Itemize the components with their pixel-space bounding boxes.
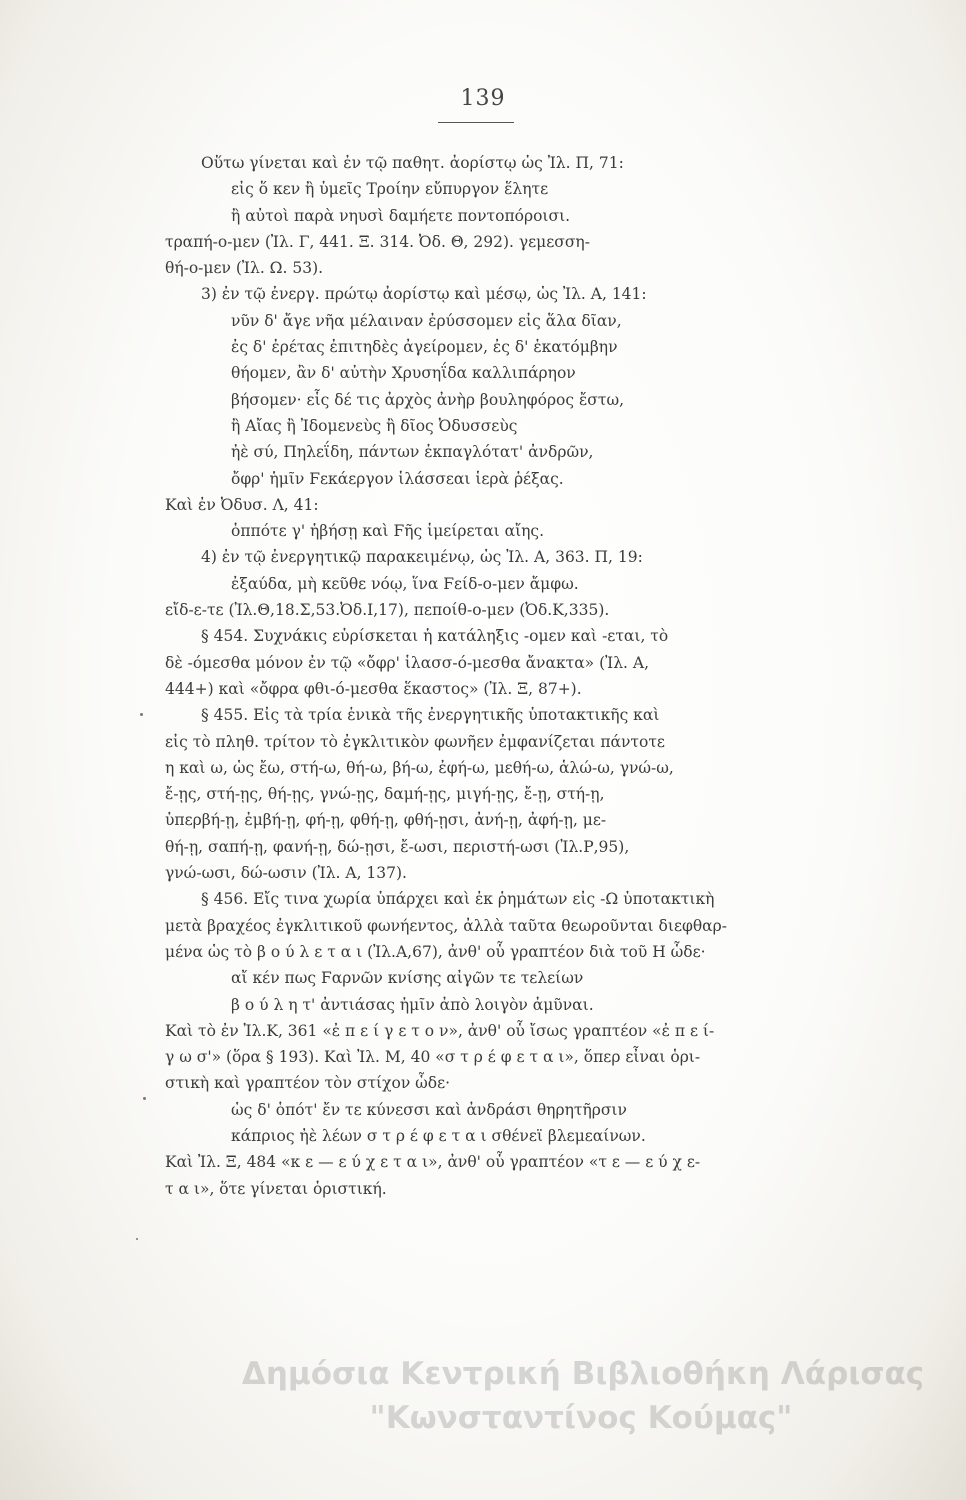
text-line: θή-ο-μεν (Ἰλ. Ω. 53).	[165, 259, 324, 278]
text-line: ἢ Αἴας ἢ Ἰδομενεὺς ἢ δῖος Ὀδυσσεὺς	[231, 416, 518, 435]
text-line: Οὕτω γίνεται καὶ ἐν τῷ παθητ. ἀορίστῳ ὡς Ἰλ. Π, 71:	[201, 154, 624, 172]
text-line: εἴδ-ε-τε (Ἰλ.Θ,18.Σ,53.Ὀδ.Ι,17), πεποίθ-ο-μεν (Ὀδ.Κ,335).	[165, 601, 610, 620]
text-line: ἐς δ' ἐρέτας ἐπιτηδὲς ἀγείρομεν, ἐς δ' ἑκατόμβην	[231, 338, 618, 357]
text-line: εἰς τὸ πληθ. τρίτον τὸ ἐγκλιτικὸν φωνῆεν ἐμφανίζεται πάντοτε	[165, 732, 665, 751]
text-line: 4) ἐν τῷ ἐνεργητικῷ παρακειμένῳ, ὡς Ἰλ. Α, 363. Π, 19:	[201, 548, 643, 567]
text-line: θήομεν, ἂν δ' αὐτὴν Χρυσηΐδα καλλιπάρηον	[231, 364, 576, 383]
text-line: γ ω σ'» (ὅρα § 193). Καὶ Ἰλ. Μ, 40 «σ τ ρ έ φ ε τ α ι», ὅπερ εἶναι ὁρι-	[165, 1048, 701, 1067]
text-line: μένα ὡς τὸ β ο ύ λ ε τ α ι (Ἰλ.Α,67), ἀνθ' οὗ γραπτέον διὰ τοῦ Η ὧδε·	[165, 942, 706, 961]
text-line: βήσομεν· εἷς δέ τις ἀρχὸς ἀνὴρ βουληφόρος ἔστω,	[231, 390, 625, 409]
text-line: ὑπερβή-ῃ, ἐμβή-ῃ, φή-ῃ, φθή-ῃ, φθή-ῃσι, ἀνή-ῃ, ἀφή-ῃ, με-	[165, 811, 607, 830]
text-line: η καὶ ω, ὡς ἔω, στή-ω, θή-ω, βή-ω, ἐφή-ω, μεθή-ω, ἁλώ-ω, γνώ-ω,	[165, 758, 674, 777]
text-line: ὡς δ' ὁπότ' ἔν τε κύνεσσι καὶ ἀνδράσι θηρητῆρσιν	[231, 1100, 627, 1119]
page-number: 139	[460, 86, 506, 111]
text-line: ἠὲ σύ, Πηλεΐδη, πάντων ἐκπαγλότατ' ἀνδρῶν,	[231, 443, 594, 462]
text-line: κάπριος ἠὲ λέων σ τ ρ έ φ ε τ α ι σθένεϊ βλεμεαίνων.	[231, 1126, 646, 1145]
text-line: § 455. Εἰς τὰ τρία ἑνικὰ τῆς ἐνεργητικῆς ὑποτακτικῆς καὶ	[201, 706, 660, 725]
text-line: νῦν δ' ἄγε νῆα μέλαιναν ἐρύσσομεν εἰς ἅλα δῖαν,	[231, 311, 622, 330]
text-line: ἔ-ῃς, στή-ῃς, θή-ῃς, γνώ-ῃς, δαμή-ῃς, μιγή-ῃς, ἔ-ῃ, στή-ῃ,	[165, 785, 605, 804]
library-watermark-line2: "Κωνσταντίνος Κούμας"	[369, 1400, 793, 1436]
text-line: ὁππότε γ' ἡβήσῃ καὶ Ϝῆς ἱμείρεται αἴης.	[231, 522, 545, 541]
text-line: ἐξαύδα, μὴ κεῦθε νόῳ, ἵνα Ϝείδ-ο-μεν ἄμφω.	[231, 574, 579, 593]
text-line: θή-ῃ, σαπή-ῃ, φανή-ῃ, δώ-ῃσι, ἔ-ωσι, περιστή-ωσι (Ἰλ.Ρ,95),	[165, 837, 630, 856]
text-line: στικὴ καὶ γραπτέον τὸν στίχον ὧδε·	[165, 1074, 451, 1093]
text-line: § 456. Εἴς τινα χωρία ὑπάρχει καὶ ἐκ ῥημάτων εἰς -Ω ὑποτακτικὴ	[201, 890, 715, 909]
scan-speck	[140, 713, 143, 716]
scan-speck	[143, 1097, 146, 1100]
text-line: τραπή-ο-μεν (Ἰλ. Γ, 441. Ξ. 314. Ὀδ. Θ, 292). γεμεσση-	[165, 232, 590, 251]
text-line: μετὰ βραχέος ἐγκλιτικοῦ φωνήεντος, ἀλλὰ ταῦτα θεωροῦνται διεφθαρ-	[165, 916, 727, 935]
text-line: Καὶ Ἰλ. Ξ, 484 «κ ε — ε ύ χ ε τ α ι», ἀνθ' οὗ γραπτέον «τ ε — ε ύ χ ε-	[165, 1153, 701, 1172]
page-number-rule	[438, 122, 514, 123]
text-line: αἴ κέν πως Ϝαρνῶν κνίσης αἰγῶν τε τελείων	[231, 969, 584, 988]
text-line: β ο ύ λ η τ' ἀντιάσας ἡμῖν ἀπὸ λοιγὸν ἀμῦναι.	[231, 995, 594, 1014]
body-text	[165, 150, 805, 1202]
text-line: δὲ -όμεσθα μόνον ἐν τῷ «ὄφρ' ἱλασσ-ό-μεσθα ἄνακτα» (Ἰλ. Α,	[165, 653, 650, 672]
text-line: τ α ι», ὅτε γίνεται ὁριστική.	[165, 1179, 387, 1198]
text-line: γνώ-ωσι, δώ-ωσιν (Ἰλ. Α, 137).	[165, 864, 407, 883]
text-line: Καὶ τὸ ἐν Ἰλ.Κ, 361 «ἐ π ε ί γ ε τ ο ν», ἀνθ' οὗ ἴσως γραπτέον «ἐ π ε ί-	[165, 1021, 715, 1040]
scan-speck	[136, 1238, 138, 1240]
text-line: ὄφρ' ἡμῖν Ϝεκάεργον ἱλάσσεαι ἱερὰ ῥέξας.	[231, 469, 564, 488]
text-line: 444+) καὶ «ὄφρα φθι-ό-μεσθα ἕκαστος» (Ἰλ. Ξ, 87+).	[165, 679, 582, 698]
text-line: § 454. Συχνάκις εὑρίσκεται ἡ κατάληξις -ομεν καὶ -εται, τὸ	[201, 627, 669, 646]
text-line: εἰς ὅ κεν ἢ ὑμεῖς Τροίην εὔπυργον ἕλητε	[231, 180, 549, 199]
text-line: 3) ἐν τῷ ἐνεργ. πρώτῳ ἀορίστῳ καὶ μέσῳ, ὡς Ἰλ. Α, 141:	[201, 285, 647, 304]
text-line: ἢ αὐτοὶ παρὰ νηυσὶ δαμήετε ποντοπόροισι.	[231, 206, 571, 225]
library-watermark-line1: Δημόσια Κεντρική Βιβλιοθήκη Λάρισας	[241, 1356, 925, 1392]
text-line: Καὶ ἐν Ὀδυσ. Λ, 41:	[165, 495, 319, 514]
